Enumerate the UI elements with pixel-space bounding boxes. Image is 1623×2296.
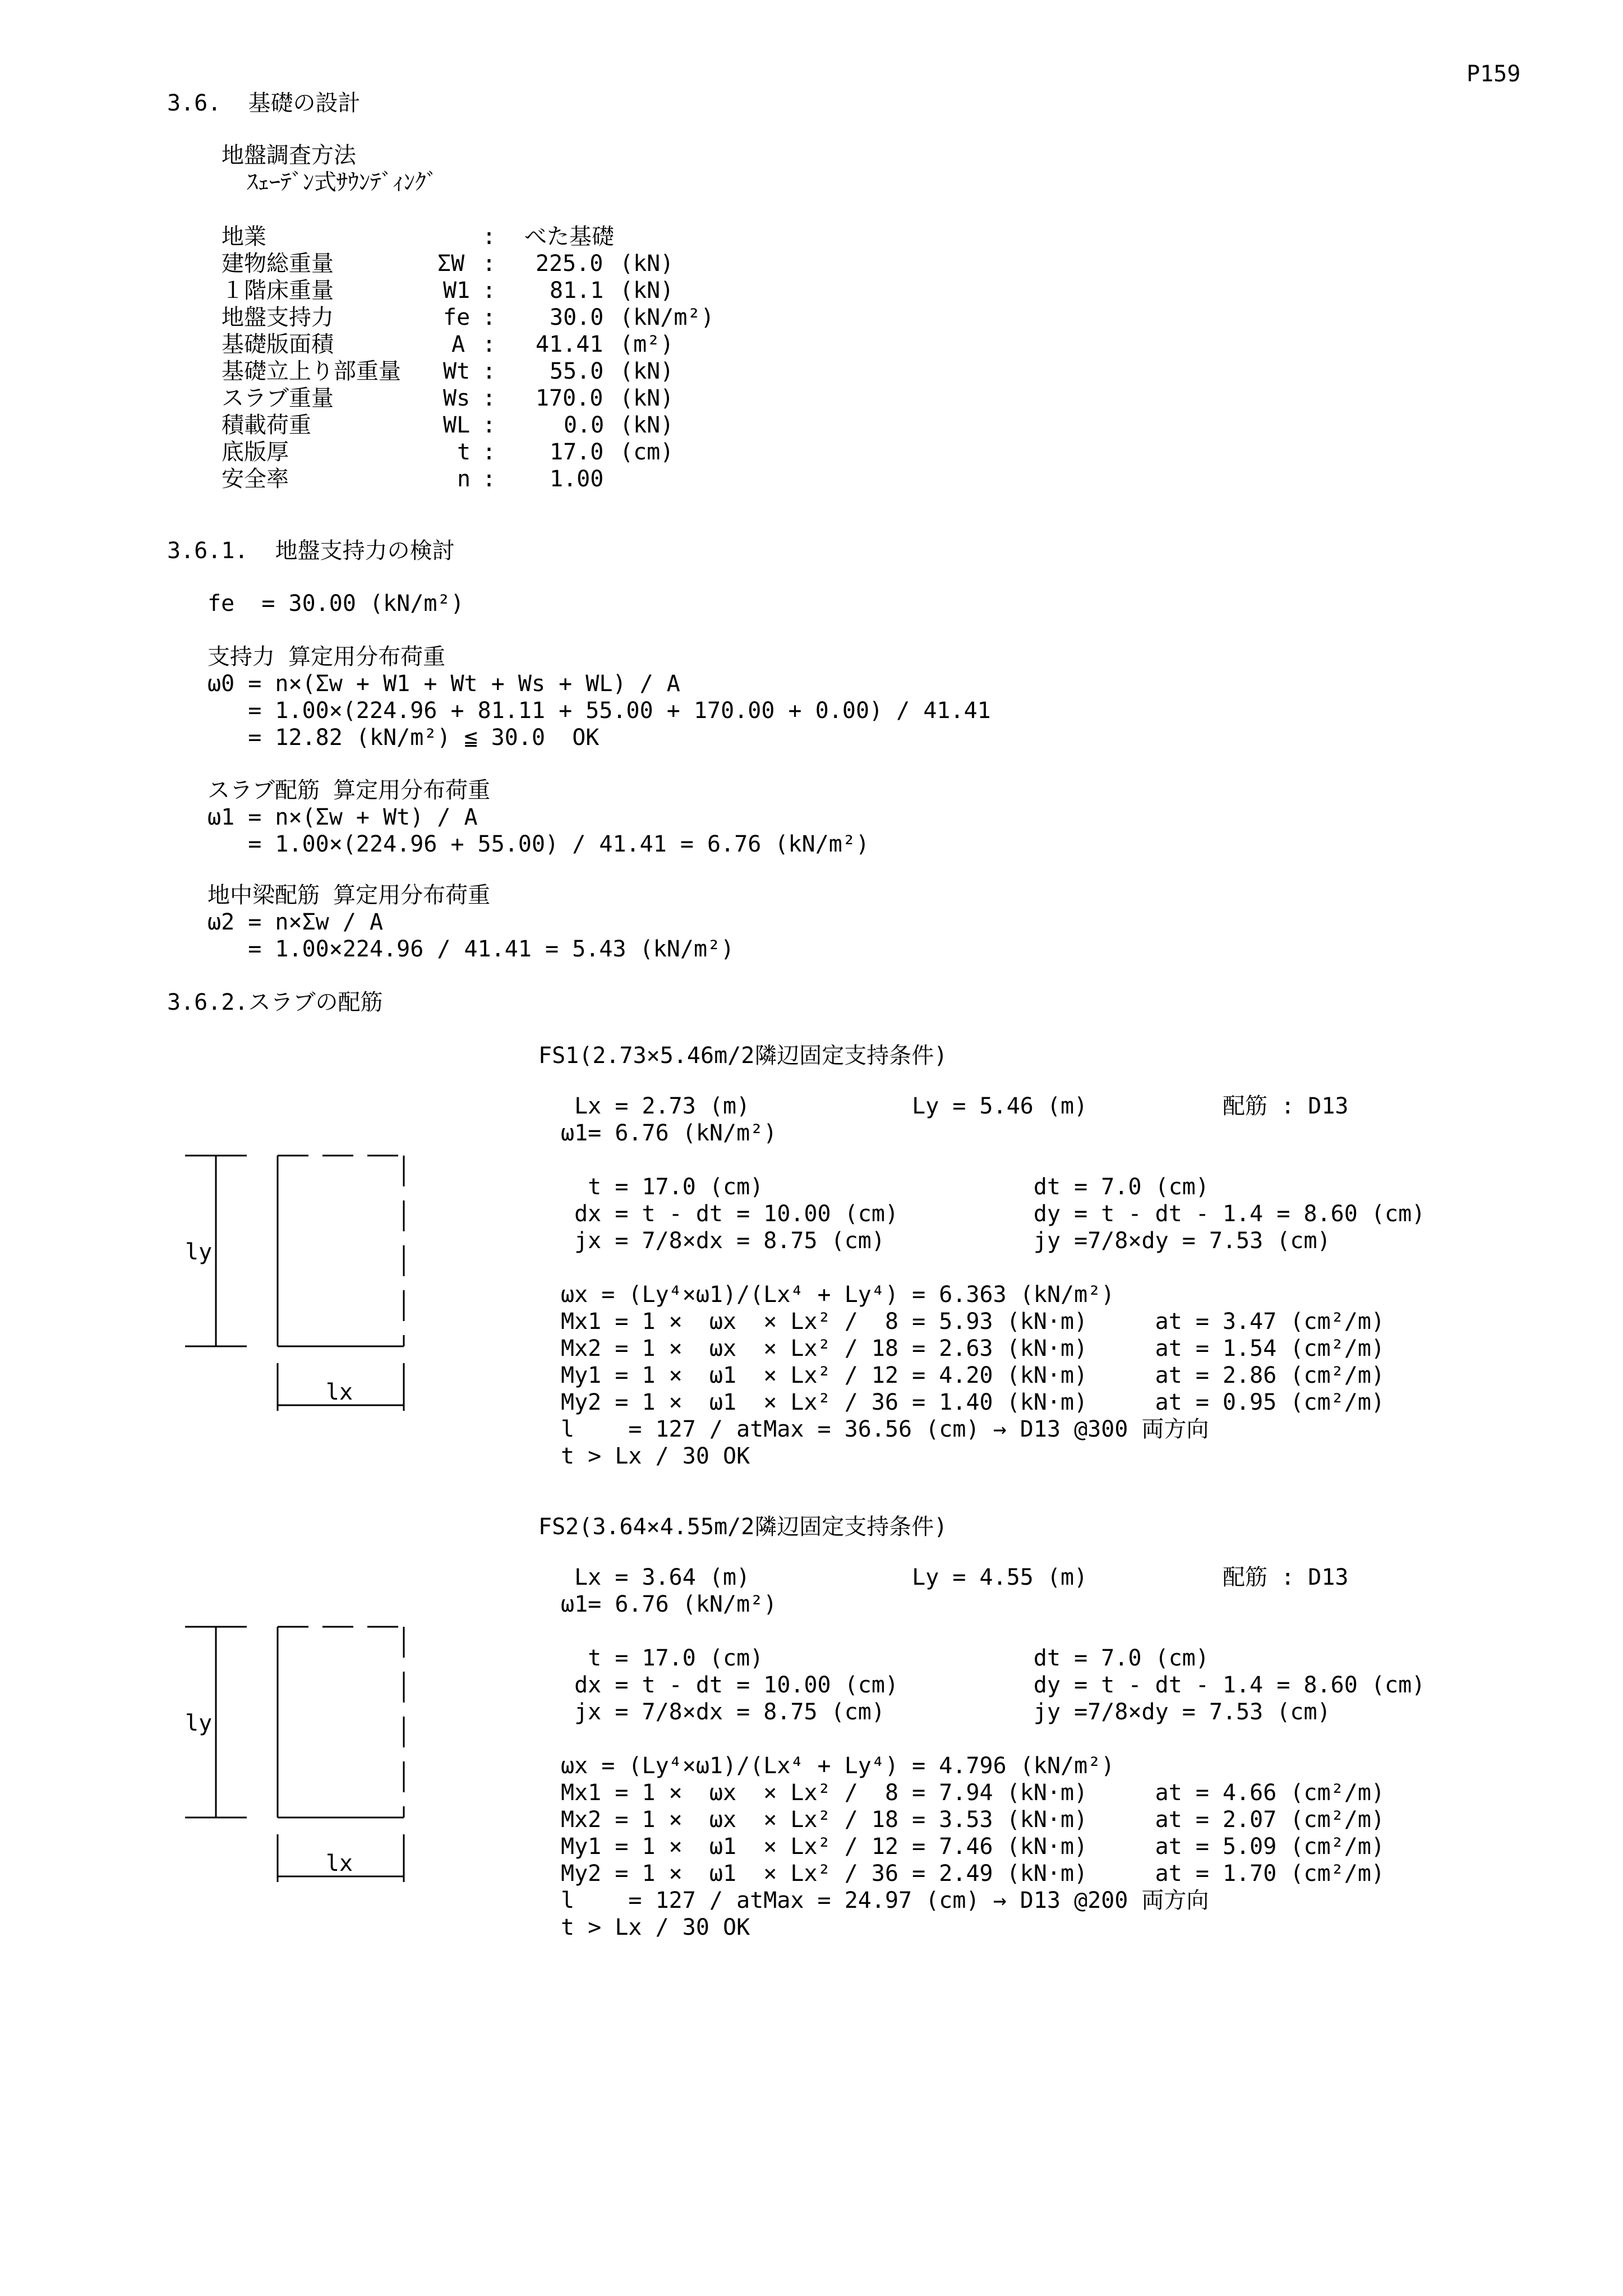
param-colon: : [482, 412, 496, 438]
calc-line: dx = t - dt = 10.00 (cm) dy = t - dt - 1.4 = 8.60 (cm) [561, 1672, 1426, 1698]
param-label: 建物総重量 [222, 251, 334, 277]
param-label: 基礎版面積 [222, 332, 334, 357]
param-value: 81.1 [550, 278, 604, 303]
param-value: 55.0 [550, 358, 604, 384]
calc-line: l = 127 / atMax = 24.97 (cm) → D13 @200 両方向 [561, 1888, 1209, 1913]
param-symbol: A [451, 332, 465, 357]
param-symbol: ΣW [437, 251, 465, 277]
param-colon: : [482, 251, 496, 277]
param-symbol: W1 [443, 278, 471, 303]
calc-line: My2 = 1 × ω1 × Lx² / 36 = 1.40 (kN·m) at = 0.95 (cm²/m) [561, 1389, 1385, 1415]
param-unit: (kN/m²) [620, 305, 714, 330]
slab-load-title: スラブ配筋 算定用分布荷重 [208, 777, 491, 803]
calc-line: ω1= 6.76 (kN/m²) [561, 1120, 777, 1146]
support-load-title: 支持力 算定用分布荷重 [208, 644, 446, 670]
param-value: べた基礎 [524, 224, 614, 250]
slab-fs2-diagram [185, 1616, 421, 1907]
param-value: 30.0 [550, 305, 604, 330]
param-unit: (kN) [620, 278, 674, 303]
calc-line: t = 17.0 (cm) dt = 7.0 (cm) [561, 1174, 1209, 1200]
ly-label: ly [185, 1239, 213, 1265]
calc-line: My2 = 1 × ω1 × Lx² / 36 = 2.49 (kN·m) at = 1.70 (cm²/m) [561, 1861, 1385, 1887]
fe-formula: fe = 30.00 (kN/m²) [208, 591, 464, 616]
param-value: 41.41 [536, 332, 603, 357]
param-unit: (kN) [620, 358, 674, 384]
page-number: P159 [1467, 61, 1521, 87]
calc-line: My1 = 1 × ω1 × Lx² / 12 = 4.20 (kN·m) at = 2.86 (cm²/m) [561, 1363, 1385, 1388]
param-symbol: n [457, 466, 471, 492]
calc-line: Mx2 = 1 × ωx × Lx² / 18 = 3.53 (kN·m) at = 2.07 (cm²/m) [561, 1807, 1385, 1833]
param-unit: (kN) [620, 412, 674, 438]
calc-line: jx = 7/8×dx = 8.75 (cm) jy =7/8×dy = 7.53 (cm) [561, 1699, 1331, 1725]
param-label: 積載荷重 [222, 412, 311, 438]
calc-line: dx = t - dt = 10.00 (cm) dy = t - dt - 1.4 = 8.60 (cm) [561, 1201, 1426, 1227]
param-label: 地盤支持力 [222, 305, 334, 330]
slab-fs2-title: FS2(3.64×4.55m/2隣辺固定支持条件) [538, 1514, 948, 1540]
calc-line: t = 17.0 (cm) dt = 7.0 (cm) [561, 1645, 1209, 1671]
calc-line: Mx1 = 1 × ωx × Lx² / 8 = 7.94 (kN·m) at = 4.66 (cm²/m) [561, 1780, 1385, 1806]
param-symbol: t [457, 439, 471, 465]
calc-line: ωx = (Ly⁴×ω1)/(Lx⁴ + Ly⁴) = 6.363 (kN/m²) [561, 1282, 1115, 1308]
param-colon: : [482, 358, 496, 384]
param-unit: (kN) [620, 385, 674, 411]
param-symbol: Wt [443, 358, 471, 384]
section-heading-3-6-2: 3.6.2.スラブの配筋 [167, 990, 383, 1015]
param-value: 1.00 [550, 466, 604, 492]
param-colon: : [482, 332, 496, 357]
calc-line: jx = 7/8×dx = 8.75 (cm) jy =7/8×dy = 7.53 (cm) [561, 1228, 1331, 1254]
param-colon: : [482, 305, 496, 330]
section-heading-3-6-1: 3.6.1. 地盤支持力の検討 [167, 538, 455, 564]
calc-line: t > Lx / 30 OK [561, 1443, 750, 1469]
calc-line: ωx = (Ly⁴×ω1)/(Lx⁴ + Ly⁴) = 4.796 (kN/m²) [561, 1753, 1115, 1779]
param-symbol: fe [443, 305, 471, 330]
param-colon: : [482, 466, 496, 492]
calc-line: l = 127 / atMax = 36.56 (cm) → D13 @300 両方向 [561, 1416, 1209, 1442]
w2-formula-line: ω2 = n×Σw / A [208, 909, 384, 935]
param-colon: : [482, 224, 496, 250]
param-label: 安全率 [222, 466, 289, 492]
param-value: 225.0 [536, 251, 603, 277]
param-label: スラブ重量 [222, 385, 334, 411]
slab-fs1-diagram [185, 1144, 421, 1436]
ly-label: ly [185, 1710, 213, 1736]
param-value: 0.0 [564, 412, 605, 438]
calc-line: Lx = 3.64 (m) Ly = 4.55 (m) 配筋 : D13 [561, 1565, 1349, 1590]
w0-formula-line: = 12.82 (kN/m²) ≦ 30.0 OK [208, 725, 600, 751]
w0-formula-line: = 1.00×(224.96 + 81.11 + 55.00 + 170.00 + 0.00) / 41.41 [208, 698, 991, 724]
w2-formula-line: = 1.00×224.96 / 41.41 = 5.43 (kN/m²) [208, 936, 735, 962]
calc-line: My1 = 1 × ω1 × Lx² / 12 = 7.46 (kN·m) at = 5.09 (cm²/m) [561, 1834, 1385, 1860]
w1-formula-line: ω1 = n×(Σw + Wt) / A [208, 804, 478, 830]
lx-label: lx [325, 1379, 353, 1405]
survey-method-label: 地盤調査方法 [222, 142, 356, 168]
param-symbol: Ws [443, 385, 471, 411]
param-label: 地業 [222, 224, 266, 250]
param-value: 170.0 [536, 385, 603, 411]
param-colon: : [482, 439, 496, 465]
param-label: １階床重量 [222, 278, 334, 303]
param-unit: (m²) [620, 332, 674, 357]
w0-formula-line: ω0 = n×(Σw + W1 + Wt + Ws + WL) / A [208, 671, 680, 697]
param-label: 基礎立上り部重量 [222, 358, 401, 384]
calc-line: Mx2 = 1 × ωx × Lx² / 18 = 2.63 (kN·m) at = 1.54 (cm²/m) [561, 1336, 1385, 1361]
beam-load-title: 地中梁配筋 算定用分布荷重 [208, 882, 491, 908]
survey-method-value: ｽｪｰﾃﾞﾝ式ｻｳﾝﾃﾞｨﾝｸﾞ [247, 169, 437, 195]
section-heading-3-6: 3.6. 基礎の設計 [167, 90, 361, 116]
param-unit: (cm) [620, 439, 674, 465]
lx-label: lx [325, 1851, 353, 1876]
calc-line: Mx1 = 1 × ωx × Lx² / 8 = 5.93 (kN·m) at = 3.47 (cm²/m) [561, 1309, 1385, 1335]
param-unit: (kN) [620, 251, 674, 277]
param-label: 底版厚 [222, 439, 289, 465]
param-colon: : [482, 385, 496, 411]
param-colon: : [482, 278, 496, 303]
calc-line: Lx = 2.73 (m) Ly = 5.46 (m) 配筋 : D13 [561, 1093, 1349, 1119]
calc-line: ω1= 6.76 (kN/m²) [561, 1591, 777, 1617]
param-value: 17.0 [550, 439, 604, 465]
param-symbol: WL [443, 412, 471, 438]
w1-formula-line: = 1.00×(224.96 + 55.00) / 41.41 = 6.76 (kN/m²) [208, 831, 870, 857]
slab-fs1-title: FS1(2.73×5.46m/2隣辺固定支持条件) [538, 1043, 948, 1069]
calc-line: t > Lx / 30 OK [561, 1915, 750, 1940]
